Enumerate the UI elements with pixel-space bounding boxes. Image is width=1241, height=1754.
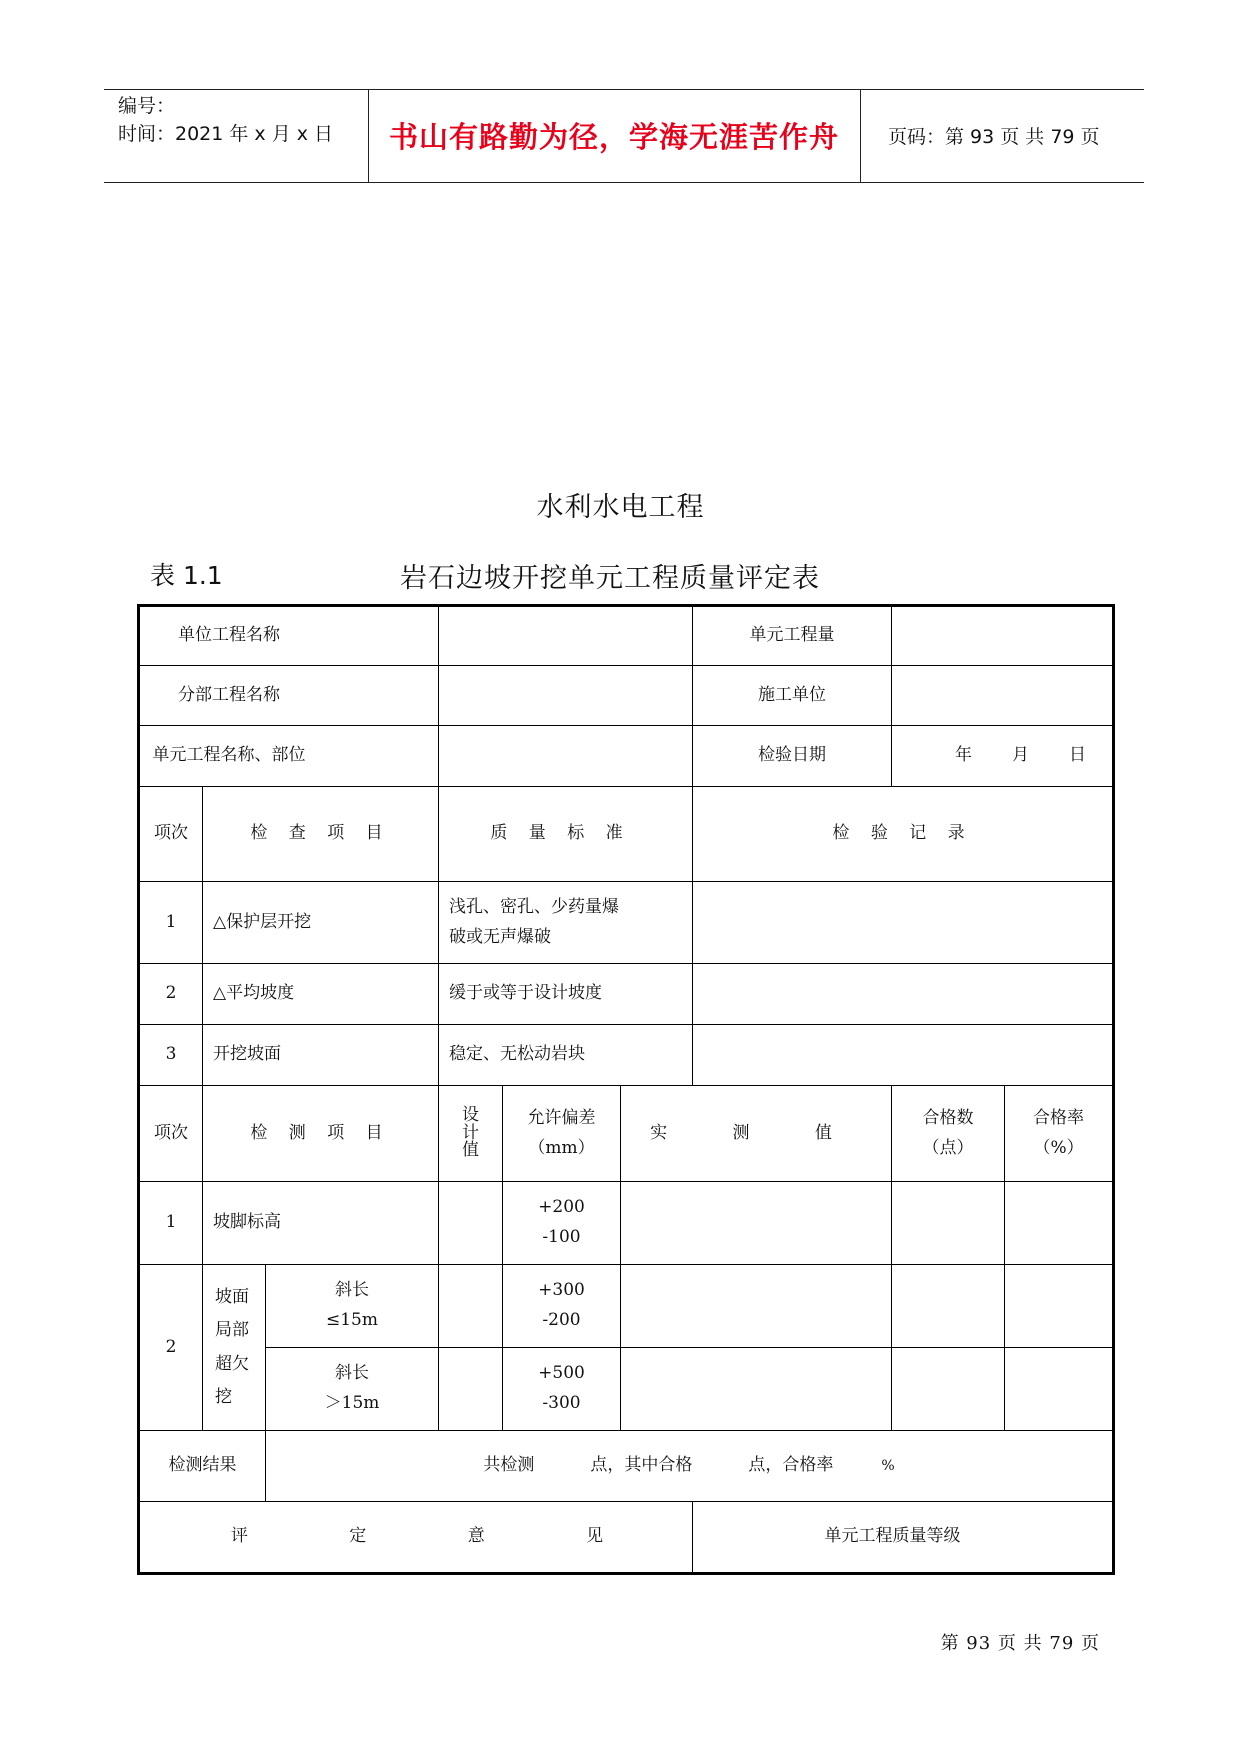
element-name-location-label: 单元工程名称、部位 [139, 726, 439, 787]
design-value-header [439, 1086, 503, 1182]
page-footer: 第 93 页 共 79 页 [940, 1633, 1100, 1654]
inspection-seq: 3 [139, 1025, 203, 1086]
quality-standard-header: 质 量 标 准 [439, 787, 693, 882]
measurement-subitem [266, 1348, 439, 1431]
quality-grade[interactable]: 单元工程质量等级 [693, 1502, 1114, 1574]
result-text-total: 共检测 [483, 1455, 535, 1476]
result-text-passed: 点，其中合格 [590, 1455, 693, 1476]
inspection-record-cell[interactable] [693, 964, 1114, 1025]
inspection-header-row [139, 787, 1114, 882]
unit-project-name-label: 单位工程名称 [139, 606, 439, 666]
page-header [104, 89, 1144, 183]
result-label: 检测结果 [139, 1431, 266, 1502]
measurement-subitem [266, 1265, 439, 1348]
tolerance-label: 允许偏差 [527, 1107, 596, 1128]
measurement-group-label: 坡面局部超欠挖 [215, 1287, 249, 1407]
construction-unit-value[interactable] [892, 666, 1114, 726]
inspection-date-label: 检验日期 [693, 726, 892, 787]
subitem-label: 斜长 [335, 1280, 369, 1301]
quality-standard: 浅孔、密孔、少药量爆破或无声爆破 [439, 882, 693, 964]
measurement-seq: 2 [139, 1265, 203, 1431]
measurement-item-header: 检 测 项 目 [203, 1086, 439, 1182]
measurement-row [139, 1348, 1114, 1431]
inspection-item-header: 检 查 项 目 [203, 787, 439, 882]
measurement-row [139, 1265, 1114, 1348]
element-name-location-value[interactable] [439, 726, 693, 787]
subitem-range: ≤15m [326, 1310, 378, 1330]
tolerance-unit: （mm） [528, 1137, 595, 1158]
pass-rate-label: 合格率 [1033, 1107, 1085, 1128]
tolerance-plus: +200 [538, 1197, 585, 1218]
pass-rate-unit: （%） [1033, 1137, 1084, 1158]
measurement-seq: 1 [139, 1182, 203, 1265]
measured-value-cell[interactable] [621, 1348, 892, 1431]
date-day: 日 [1069, 745, 1087, 766]
tolerance-cell [503, 1265, 621, 1348]
measurement-seq-header: 项次 [139, 1086, 203, 1182]
quality-standard: 稳定、无松动岩块 [439, 1025, 693, 1086]
tolerance-cell [503, 1182, 621, 1265]
subitem-label: 斜长 [335, 1363, 369, 1384]
evaluation-row [139, 1502, 1114, 1574]
inspection-record-cell[interactable] [693, 882, 1114, 964]
inspection-seq: 2 [139, 964, 203, 1025]
time-label: 时间：2021 年 x 月 x 日 [118, 123, 334, 145]
measured-value-header: 实 测 值 [621, 1086, 892, 1182]
unit-project-name-value[interactable] [439, 606, 693, 666]
inspection-seq-header: 项次 [139, 787, 203, 882]
header-motto: 书山有路勤为径，学海无涯苦作舟 [388, 120, 839, 154]
tolerance-cell [503, 1348, 621, 1431]
pass-count-cell[interactable] [892, 1265, 1005, 1348]
date-year: 年 [955, 745, 973, 766]
inspection-row [139, 882, 1114, 964]
inspection-seq: 1 [139, 882, 203, 964]
pass-count-cell[interactable] [892, 1182, 1005, 1265]
measurement-header-row [139, 1086, 1114, 1182]
inspection-row [139, 964, 1114, 1025]
part-project-name-label: 分部工程名称 [139, 666, 439, 726]
inspection-record-header: 检 验 记 录 [693, 787, 1114, 882]
pass-count-header [892, 1086, 1005, 1182]
tolerance-header [503, 1086, 621, 1182]
serial-label: 编号： [118, 95, 176, 117]
document-title: 水利水电工程 [536, 492, 705, 523]
pass-rate-header [1005, 1086, 1114, 1182]
tolerance-minus: -200 [542, 1310, 581, 1330]
header-meta [118, 92, 333, 148]
inspection-item: 开挖坡面 [203, 1025, 439, 1086]
pass-count-label: 合格数 [922, 1107, 974, 1128]
result-text-percent: % [881, 1458, 895, 1475]
inspection-date-value[interactable] [892, 726, 1114, 787]
tolerance-plus: +300 [538, 1280, 585, 1301]
pass-rate-cell[interactable] [1005, 1182, 1114, 1265]
unit-quantity-label: 单元工程量 [693, 606, 892, 666]
result-summary[interactable] [266, 1431, 1114, 1502]
measurement-item: 坡脚标高 [203, 1182, 439, 1265]
result-row [139, 1431, 1114, 1502]
inspection-row [139, 1025, 1114, 1086]
pass-count-unit: （点） [922, 1137, 974, 1158]
header-page-label: 页码：第 93 页 共 79 页 [888, 126, 1100, 148]
pass-rate-cell[interactable] [1005, 1348, 1114, 1431]
inspection-item: △保护层开挖 [203, 882, 439, 964]
info-row [139, 666, 1114, 726]
inspection-record-cell[interactable] [693, 1025, 1114, 1086]
measured-value-cell[interactable] [621, 1182, 892, 1265]
part-project-name-value[interactable] [439, 666, 693, 726]
pass-count-cell[interactable] [892, 1348, 1005, 1431]
quality-standard: 缓于或等于设计坡度 [439, 964, 693, 1025]
tolerance-minus: -100 [542, 1227, 581, 1247]
date-month: 月 [1012, 745, 1030, 766]
inspection-item: △平均坡度 [203, 964, 439, 1025]
tolerance-plus: +500 [538, 1363, 585, 1384]
evaluation-form [137, 604, 1115, 1575]
info-row [139, 726, 1114, 787]
design-value-cell[interactable] [439, 1182, 503, 1265]
pass-rate-cell[interactable] [1005, 1265, 1114, 1348]
design-value-label: 设计值 [462, 1104, 480, 1161]
measurement-row [139, 1182, 1114, 1265]
result-text-rate: 点，合格率 [748, 1455, 834, 1476]
construction-unit-label: 施工单位 [693, 666, 892, 726]
header-divider [860, 90, 861, 182]
info-row [139, 606, 1114, 666]
table-number: 表 1.1 [150, 561, 223, 590]
tolerance-minus: -300 [542, 1393, 581, 1413]
evaluation-opinion[interactable]: 评 定 意 见 [139, 1502, 693, 1574]
subitem-range: ＞15m [324, 1393, 380, 1413]
unit-quantity-value[interactable] [892, 606, 1114, 666]
table-title: 岩石边坡开挖单元工程质量评定表 [400, 563, 820, 594]
measured-value-cell[interactable] [621, 1265, 892, 1348]
measurement-group [203, 1265, 266, 1431]
design-value-cell[interactable] [439, 1265, 503, 1348]
design-value-cell[interactable] [439, 1348, 503, 1431]
